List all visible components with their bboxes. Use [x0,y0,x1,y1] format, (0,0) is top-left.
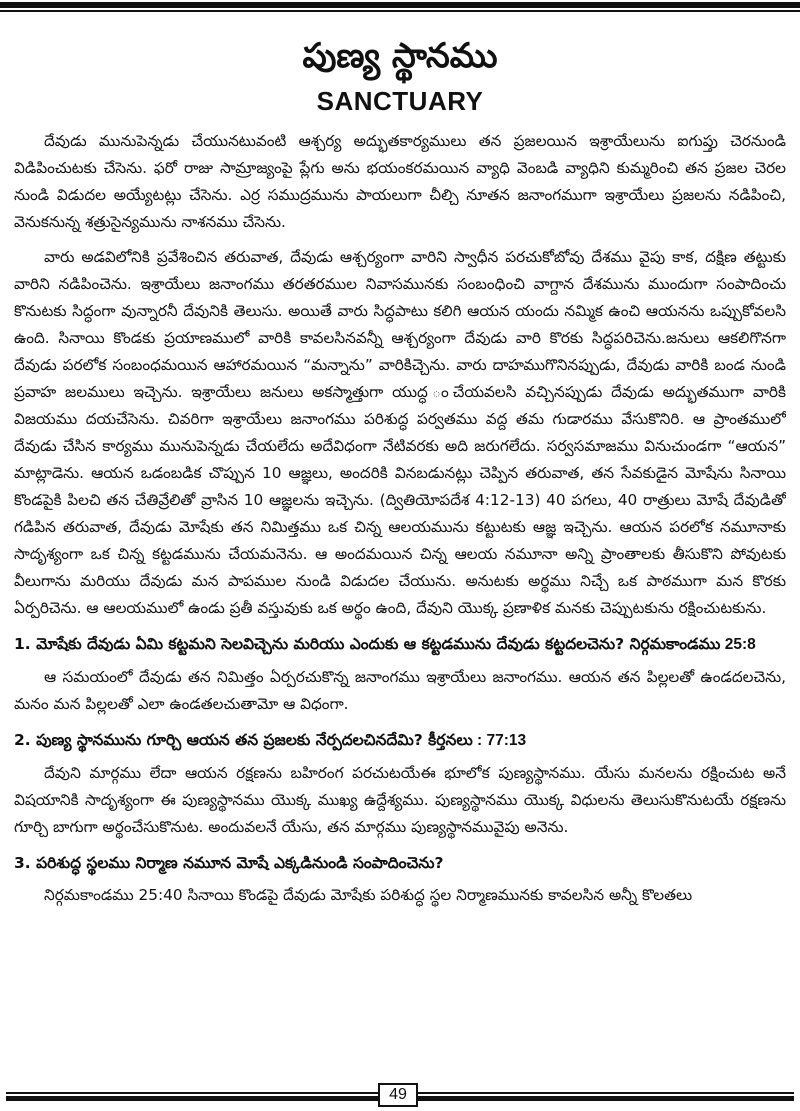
page-footer [0,1082,800,1111]
page-title-english: SANCTUARY [316,86,484,116]
answer-2: దేవుని మార్గము లేదా ఆయన రక్షణను బహిరంగ పరచుటయేఈ భూలోక పుణ్యస్థానము. యేసు మనలను రక్షించుట అనే విషయానికి సాదృశ్యంగా ఈ పుణ్యస్థానము యొక్క ముఖ్య ఉద్దేశ్యము. పుణ్యస్థానము యొక్క విధులను తెలుసుకొనుటయే రక్షణను గూర్చి బాగుగా అర్థంచేసుకొనుట. అందువలనే యేసు, తన మార్గము పుణ్యస్థానమువైపు అనెను. [14,764,786,836]
question-1-text: 1. మోషేకు దేవుడు ఏమి కట్టమని సెలవిచ్చెను మరియు ఎందుకు ఆ కట్టడమును దేవుడు కట్టదలచెను? [14,635,625,653]
page-number: 49 [378,1083,418,1107]
document-page [14,34,786,1064]
question-1 [14,630,786,659]
top-border [0,0,800,14]
top-border-thick-rule [0,2,800,8]
answer-1: ఆ సమయంలో దేవుడు తన నిమిత్తం ఏర్పరచుకొన్న జనాంగము ఇశ్రాయేలు జనాంగము. ఆయన తన పిల్లలతో ఉండదలచెను, మనం మన పిల్లలతో ఎలా ఉండతలచుతామో ఆ విధంగా. [14,668,786,713]
answer-3: నిర్గమకాండము 25:40 సినాయి కొండపై దేవుడు మోషేకు పరిశుద్ధ స్థల నిర్మాణమునకు కావలసిన అన్నీ కొలతలు [44,886,693,904]
question-2-reference: కీర్తనలు : 77:13 [428,732,527,749]
question-3-text: 3. పరిశుద్ధ స్థలము నిర్మాణ నమూన మోషే ఎక్కడినుండి సంపాదించెను? [14,854,444,872]
intro-paragraph-1: దేవుడు మునుపెన్నడు చేయునటువంటి ఆశ్చర్య అద్భుతకార్యములు తన ప్రజలయిన ఇశ్రాయేలును ఐగుప్తు చెరనుండి విడిపించుటకు చేసెను. ఫరో రాజు సామ్రాజ్యంపై ప్లేగు అను భయంకరమయిన వ్యాధి వెంబడి వ్యాధిని కుమ్మరించి తన ప్రజల చెరల నుండి విడుదల అయ్యేటట్లు చేసెను. ఎర్ర సముద్రమును పాయలుగా చీల్చి నూతన జనాంగముగా ఇశ్రాయేలు ప్రజలను నడిపించి, వెనుకనున్న శత్రుసైన్యమును నాశనము చేసెను. [14,132,786,231]
question-2 [14,726,786,755]
top-border-thin-rule [0,10,800,12]
intro-paragraph-2: వారు అడవిలోనికి ప్రవేశించిన తరువాత, దేవుడు ఆశ్చర్యంగా వారిని స్వాధీన పరచుకోబోవు దేశము వైపు కాక, దక్షిణ తట్టుకు వారిని నడిపించెను. ఇశ్రాయేలు జనాంగము తరతరముల నివాసమునకు సంబంధించి వాగ్దాన దేశమును ముందుగా సంపాదించు కొనుటకు సిద్ధంగా వున్నారనీ దేవునికి తెలుసు. అయితే వారు సిద్ధపాటు కలిగి ఆయన యందు నమ్మిక ఉంచి ఆయనను ఒప్పుకోవలసి ఉంది. సినాయి కొండకు ప్రయాణములో వారికి కావలసినవన్నీ ఆశ్చర్యంగా దేవుడు వారి కొరకు సిద్ధపరిచెను.జనులు ఆకలిగొనగా దేవుడు పరలోక సంబంధమయిన ఆహారమయిన “మన్నాను” వారికిచ్చెను. వారు దాహముగొనినప్పుడు, దేవుడు వారికి బండ నుండి ప్రవాహ జలములు ఇచ్చెను. ఇశ్రాయేలు జనులు అకస్మాత్తుగా యుద్ధ ంచేయవలసి వచ్చినప్పుడు దేవుడు అద్భుతముగా వారికి విజయము దయచేసెను. చివరిగా ఇశ్రాయేలు జనాంగము పరిశుద్ధ పర్వతము వద్ద తమ గుడారము వేసుకొనిరి. ఆ ప్రాంతములో దేవుడు చేసిన కార్యము మునుపెన్నడు చేయలేదు అదేవిధంగా నేటివరకు అది జరుగలేదు. సర్వసమాజము వినుచుండగా “ఆయన” మాట్లాడెను. ఆయన ఒడంబడిక చొప్పున 10 ఆజ్ఞలు, అందరికి వినబడునట్లు చెప్పిన తరువాత, తన సేవకుడైన మోషేను సినాయి కొండపైకి పిలచి తన చేతివ్రేలితో వ్రాసిన 10 ఆజ్ఞలను ఇచ్చెను. (ద్వితియోపదేశ 4:12-13) 40 పగలు, 40 రాత్రులు మోషే దేవుడితో గడిపిన తరువాత, దేవుడు మోషేకు తన నిమిత్తము ఒక చిన్న ఆలయమును కట్టుటకు ఆజ్ఞ ఇచ్చెను. ఆయన పరలోక నమూనాకు సాదృశ్యంగా ఒక చిన్న కట్టడమును చేయమనెను. ఆ అందమయిన చిన్న ఆలయ నమూనా అన్ని ప్రాంతాలకు తీసుకొని పోవుటకు వీలుగాను మరియు దేవుడు మన పాపముల నుండి విడుదల చేయును. అనుటకు అర్థము నిచ్చే ఒక పాఠముగా మన కొరకు ఏర్పరిచెను. ఆ ఆలయములో ఉండు ప్రతీ వస్తువుకు ఒక అర్థం ఉంది, దేవుని యొక్క ప్రణాళిక మనకు చెప్పుటకును రక్షించుటకును. [14,248,786,617]
page-title-telugu: పుణ్య స్థానము [302,36,498,76]
question-1-reference: నిర్గమకాండము 25:8 [629,636,756,653]
question-2-text: 2. పుణ్య స్థానమును గూర్చి ఆయన తన ప్రజలకు నేర్పదలచినదేమి? [14,731,423,749]
question-3 [14,849,786,877]
